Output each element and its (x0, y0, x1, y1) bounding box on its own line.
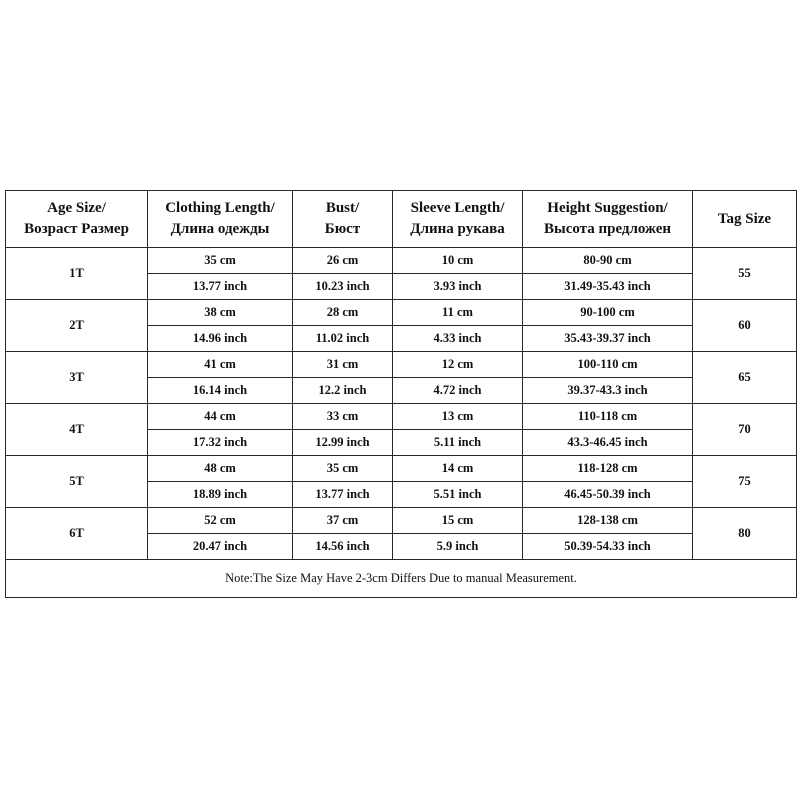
height-suggestion-cm: 118-128 cm (523, 456, 693, 482)
clothing-length-cm: 48 cm (148, 456, 293, 482)
bust-cm: 37 cm (293, 508, 393, 534)
clothing-length-inch: 17.32 inch (148, 430, 293, 456)
measurement-note: Note:The Size May Have 2-3cm Differs Due to manual Measurement. (6, 560, 797, 598)
table-row-cm (6, 352, 797, 378)
sleeve-length-cm: 10 cm (393, 248, 523, 274)
age-size-cell: 4T (6, 404, 148, 456)
clothing-length-inch: 14.96 inch (148, 326, 293, 352)
header-clothing-length-ru: Длина одежды (170, 221, 270, 237)
table-row-cm (6, 248, 797, 274)
header-tag-size-en: Tag Size (717, 210, 772, 227)
sleeve-length-cm: 15 cm (393, 508, 523, 534)
table-row-cm (6, 508, 797, 534)
bust-cm: 28 cm (293, 300, 393, 326)
sleeve-length-inch: 4.33 inch (393, 326, 523, 352)
header-sleeve-length-en: Sleeve Length/ (410, 200, 505, 216)
tag-size-cell: 70 (693, 404, 797, 456)
clothing-length-cm: 44 cm (148, 404, 293, 430)
clothing-length-inch: 18.89 inch (148, 482, 293, 508)
height-suggestion-cm: 90-100 cm (523, 300, 693, 326)
header-age-size-ru: Возраст Размер (24, 221, 129, 237)
bust-cm: 26 cm (293, 248, 393, 274)
bust-inch: 12.2 inch (293, 378, 393, 404)
tag-size-cell: 55 (693, 248, 797, 300)
header-sleeve-length-ru: Длина рукава (410, 221, 505, 237)
header-sleeve-length (393, 191, 523, 248)
age-size-cell: 6T (6, 508, 148, 560)
header-height-suggestion-en: Height Suggestion/ (547, 200, 668, 216)
sleeve-length-cm: 13 cm (393, 404, 523, 430)
sleeve-length-inch: 3.93 inch (393, 274, 523, 300)
bust-inch: 11.02 inch (293, 326, 393, 352)
tag-size-cell: 80 (693, 508, 797, 560)
clothing-length-cm: 41 cm (148, 352, 293, 378)
age-size-cell: 2T (6, 300, 148, 352)
age-size-cell: 1T (6, 248, 148, 300)
bust-inch: 13.77 inch (293, 482, 393, 508)
height-suggestion-cm: 128-138 cm (523, 508, 693, 534)
height-suggestion-cm: 110-118 cm (523, 404, 693, 430)
clothing-length-cm: 35 cm (148, 248, 293, 274)
sleeve-length-inch: 5.9 inch (393, 534, 523, 560)
tag-size-cell: 65 (693, 352, 797, 404)
bust-cm: 31 cm (293, 352, 393, 378)
header-bust (293, 191, 393, 248)
header-row (6, 191, 797, 248)
size-chart-table (5, 190, 797, 598)
sleeve-length-cm: 14 cm (393, 456, 523, 482)
height-suggestion-inch: 46.45-50.39 inch (523, 482, 693, 508)
bust-cm: 33 cm (293, 404, 393, 430)
height-suggestion-cm: 80-90 cm (523, 248, 693, 274)
clothing-length-inch: 13.77 inch (148, 274, 293, 300)
table-row-cm (6, 300, 797, 326)
clothing-length-inch: 16.14 inch (148, 378, 293, 404)
sleeve-length-inch: 5.51 inch (393, 482, 523, 508)
bust-inch: 10.23 inch (293, 274, 393, 300)
tag-size-cell: 75 (693, 456, 797, 508)
bust-inch: 14.56 inch (293, 534, 393, 560)
table-row-cm (6, 404, 797, 430)
header-bust-ru: Бюст (324, 221, 361, 237)
header-clothing-length-en: Clothing Length/ (165, 200, 275, 216)
clothing-length-cm: 52 cm (148, 508, 293, 534)
bust-inch: 12.99 inch (293, 430, 393, 456)
note-row (6, 560, 797, 598)
header-bust-en: Bust/ (325, 200, 360, 216)
height-suggestion-inch: 35.43-39.37 inch (523, 326, 693, 352)
sleeve-length-inch: 5.11 inch (393, 430, 523, 456)
height-suggestion-inch: 50.39-54.33 inch (523, 534, 693, 560)
bust-cm: 35 cm (293, 456, 393, 482)
header-age-size-en: Age Size/ (47, 200, 106, 216)
height-suggestion-cm: 100-110 cm (523, 352, 693, 378)
age-size-cell: 3T (6, 352, 148, 404)
clothing-length-cm: 38 cm (148, 300, 293, 326)
header-tag-size (693, 191, 797, 248)
header-height-suggestion-ru: Высота предложен (543, 221, 672, 237)
header-height-suggestion (523, 191, 693, 248)
height-suggestion-inch: 31.49-35.43 inch (523, 274, 693, 300)
header-age-size (6, 191, 148, 248)
sleeve-length-inch: 4.72 inch (393, 378, 523, 404)
height-suggestion-inch: 43.3-46.45 inch (523, 430, 693, 456)
table-row-cm (6, 456, 797, 482)
clothing-length-inch: 20.47 inch (148, 534, 293, 560)
sleeve-length-cm: 11 cm (393, 300, 523, 326)
age-size-cell: 5T (6, 456, 148, 508)
tag-size-cell: 60 (693, 300, 797, 352)
header-clothing-length (148, 191, 293, 248)
sleeve-length-cm: 12 cm (393, 352, 523, 378)
height-suggestion-inch: 39.37-43.3 inch (523, 378, 693, 404)
